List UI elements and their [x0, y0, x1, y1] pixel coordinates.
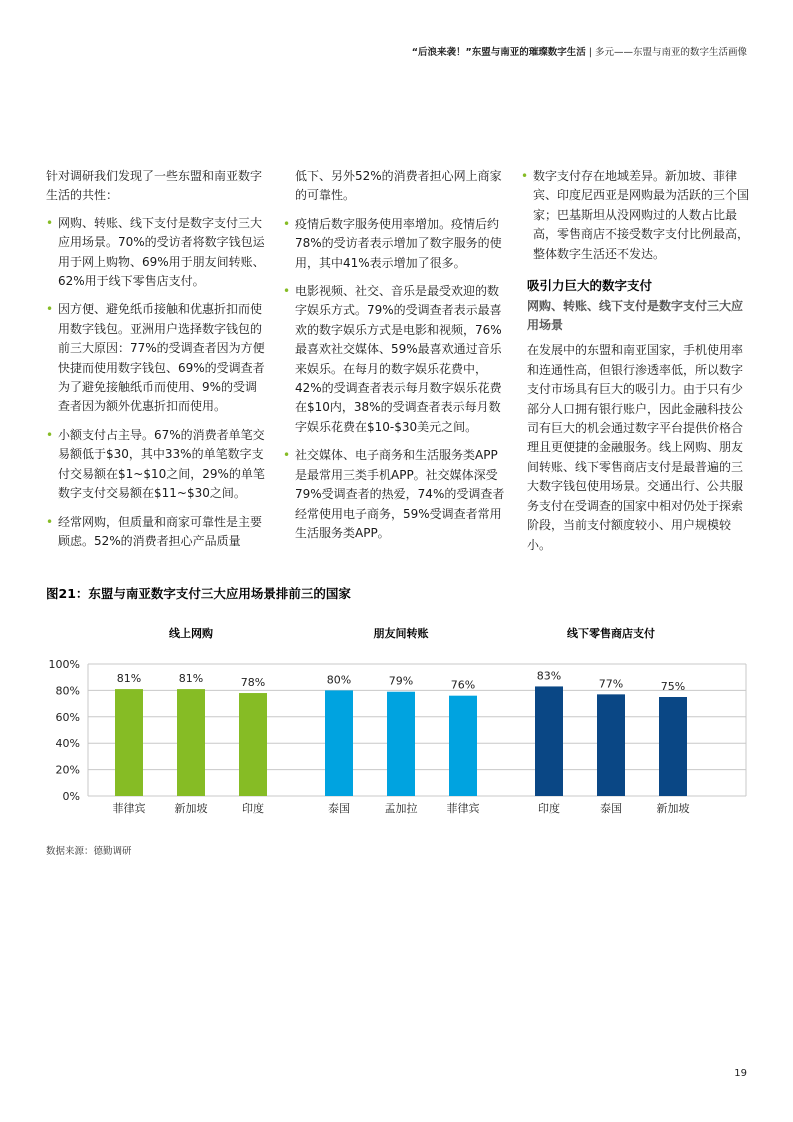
bullet-item: • 数字支付存在地域差异。新加坡、菲律宾、印度尼西亚是网购最为活跃的三个国家；巴基斯坦从没网购过的人数占比最高，零售商店不接受数字支付比例最高，整体数字生活还不发达。 [521, 167, 749, 264]
header-separator: | [588, 47, 592, 58]
x-tick-label: 菲律宾 [112, 802, 146, 815]
bar [449, 696, 477, 796]
bar [325, 690, 353, 796]
data-label: 80% [326, 673, 352, 687]
header-title: “后浪来袭！”东盟与南亚的璀璨数字生活 [411, 47, 586, 58]
y-tick-label: 0% [62, 790, 80, 803]
bar [659, 697, 687, 796]
section-heading: 吸引力巨大的数字支付 [527, 278, 653, 294]
group-label: 线上网购 [169, 627, 213, 640]
data-label: 81% [116, 672, 142, 686]
bar [177, 689, 205, 796]
bullet-item: • 疫情后数字服务使用率增加。疫情后约78%的受访者表示增加了数字服务的使用，其中41%表示增加了很多。 [283, 215, 505, 273]
data-label: 76% [450, 678, 476, 692]
page-number: 19 [734, 1068, 747, 1079]
x-tick-label: 新加坡 [174, 802, 208, 815]
bar [387, 692, 415, 796]
y-tick-label: 20% [55, 763, 80, 777]
bar [115, 689, 143, 796]
bullet-list-1 [46, 214, 268, 552]
bullet-item: • 社交媒体、电子商务和生活服务类APP是最常用三类手机APP。社交媒体深受79%受调查者的热爱，74%的受调查者经常使用电子商务，59%受调查者常用生活服务类APP。 [283, 446, 505, 543]
bullet-list-2 [283, 167, 505, 543]
x-tick-label: 菲律宾 [446, 802, 480, 815]
x-tick-label: 泰国 [328, 802, 350, 815]
text-column-1 [46, 167, 268, 560]
intro-paragraph: 针对调研我们发现了一些东盟和南亚数字生活的共性： [46, 169, 263, 203]
group-label: 朋友间转账 [373, 627, 429, 640]
x-tick-label: 印度 [538, 802, 560, 815]
data-label: 78% [240, 676, 266, 690]
bar [535, 686, 563, 796]
y-tick-label: 100% [48, 658, 80, 671]
x-tick-label: 新加坡 [656, 802, 690, 815]
x-tick-label: 印度 [242, 802, 264, 815]
data-label: 77% [598, 677, 624, 691]
data-label: 75% [660, 680, 686, 693]
x-tick-label: 泰国 [600, 802, 622, 815]
bar [239, 693, 267, 796]
data-label: 81% [178, 672, 204, 686]
figure-source: 数据来源：德勤调研 [46, 846, 132, 857]
bullet-item: • 小额支付占主导。67%的消费者单笔交易额低于$30，其中33%的单笔数字支付交易额在$1~$10之间，29%的单笔数字支付交易额在$11~$30之间。 [46, 426, 268, 504]
data-label: 79% [388, 674, 414, 688]
bullet-list-3 [521, 167, 749, 264]
section-subheading: 网购、转账、线下支付是数字支付三大应用场景 [527, 299, 744, 333]
x-tick-label: 孟加拉 [384, 802, 418, 815]
data-label: 83% [536, 669, 562, 683]
text-column-3 [521, 167, 749, 555]
bar [597, 694, 625, 796]
y-tick-label: 80% [55, 684, 80, 698]
text-column-2 [283, 167, 505, 552]
header-subtitle: 多元——东盟与南亚的数字生活画像 [594, 47, 747, 58]
y-tick-label: 40% [55, 737, 80, 751]
bullet-item: • 电影视频、社交、音乐是最受欢迎的数字娱乐方式。79%的受调查者表示最喜欢的数字娱乐方式是电影和视频，76%最喜欢社交媒体、59%最喜欢通过音乐来娱乐。在每月的数字娱乐花费中，42%的受调查者表示每月数字娱乐花费在$10内，38%的受调查者表示每月数字娱乐花费在$10-$30美元之间。 [283, 282, 505, 437]
group-label: 线下零售商店支付 [567, 627, 655, 640]
bullet-item: • 网购、转账、线下支付是数字支付三大应用场景。70%的受访者将数字钱包运用于网上购物、69%用于朋友间转账、62%用于线下零售店支付。 [46, 214, 268, 292]
bullet-item: • 经常网购，但质量和商家可靠性是主要顾虑。52%的消费者担心产品质量 [46, 513, 268, 552]
bullet-continuation: 低下、另外52%的消费者担心网上商家的可靠性。 [295, 169, 502, 203]
bar-chart [40, 615, 755, 825]
y-tick-label: 60% [55, 710, 80, 724]
bullet-item: • 因方便、避免纸币接触和优惠折扣而使用数字钱包。亚洲用户选择数字钱包的前三大原因：77%的受调查者因为方便快捷而使用数字钱包、69%的受调查者为了避免接触纸币而使用、9%的受调查者因为额外优惠折扣而使用。 [46, 300, 268, 416]
figure-title: 图21：东盟与南亚数字支付三大应用场景排前三的国家 [46, 586, 351, 601]
section-body: 在发展中的东盟和南亚国家，手机使用率和连通性高，但银行渗透率低，所以数字支付市场具有巨大的吸引力。由于只有少部分人口拥有银行账户，因此金融科技公司有巨大的机会通过数字平台提供价格合理且更便捷的金融服务。线上网购、朋友间转账、线下零售商店支付是最普遍的三大数字钱包使用场景。交通出行、公共服务支付在受调查的国家中相对仍处于探索阶段，当前支付额度较小、用户规模较小。 [527, 343, 744, 552]
running-header [412, 44, 747, 58]
